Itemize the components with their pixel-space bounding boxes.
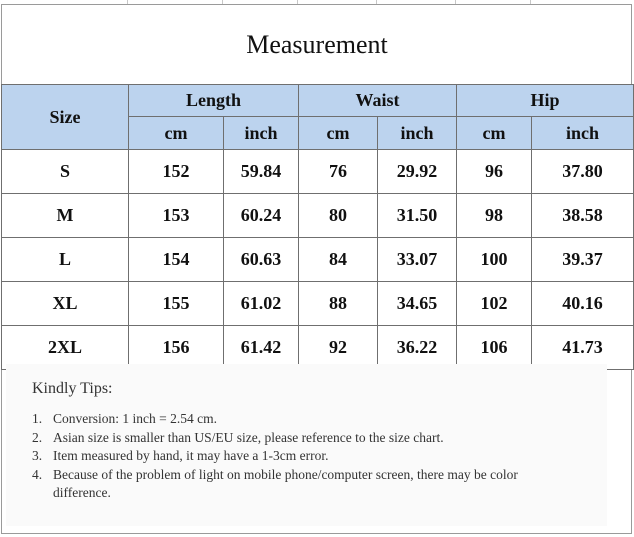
tip-item xyxy=(32,466,552,503)
tip-number: 3. xyxy=(32,448,43,463)
measure-cell: 84 xyxy=(299,238,378,282)
tip-number: 2. xyxy=(32,429,43,445)
measure-cell: 80 xyxy=(299,194,378,238)
measure-cell: 152 xyxy=(129,150,224,194)
tip-item xyxy=(32,429,552,448)
unit-header: cm xyxy=(129,117,224,150)
tips-heading: Kindly Tips: xyxy=(32,380,113,397)
measure-cell: 102 xyxy=(457,282,532,326)
table-row xyxy=(2,150,634,194)
tip-text: Asian size is smaller than US/EU size, please reference to the size chart. xyxy=(53,429,444,445)
size-header: Size xyxy=(2,85,129,150)
size-cell: L xyxy=(2,238,129,282)
table-row xyxy=(2,238,634,282)
measure-cell: 41.73 xyxy=(532,326,634,370)
measure-cell: 60.63 xyxy=(224,238,299,282)
table-row xyxy=(2,282,634,326)
measure-cell: 154 xyxy=(129,238,224,282)
measure-cell: 106 xyxy=(457,326,532,370)
tip-item xyxy=(32,410,552,429)
tip-number: 1. xyxy=(32,411,43,426)
table-row xyxy=(2,194,634,238)
measure-cell: 60.24 xyxy=(224,194,299,238)
size-table xyxy=(1,84,634,370)
measure-cell: 33.07 xyxy=(378,238,457,282)
measure-cell: 153 xyxy=(129,194,224,238)
unit-header: cm xyxy=(299,117,378,150)
measure-cell: 98 xyxy=(457,194,532,238)
size-cell: XL xyxy=(2,282,129,326)
measure-cell: 59.84 xyxy=(224,150,299,194)
measure-cell: 31.50 xyxy=(378,194,457,238)
length-header: Length xyxy=(129,85,299,117)
size-cell: 2XL xyxy=(2,326,129,370)
tip-text: Conversion: 1 inch = 2.54 cm. xyxy=(53,411,217,426)
measure-cell: 61.42 xyxy=(224,326,299,370)
waist-header: Waist xyxy=(299,85,457,117)
measure-cell: 40.16 xyxy=(532,282,634,326)
unit-header: inch xyxy=(532,117,634,150)
measure-cell: 37.80 xyxy=(532,150,634,194)
tip-text: Because of the problem of light on mobile phone/computer screen, there may be color difference. xyxy=(53,466,518,500)
tips-list xyxy=(32,410,552,503)
page-title: Measurement xyxy=(246,29,388,59)
measure-cell: 96 xyxy=(457,150,532,194)
measure-cell: 100 xyxy=(457,238,532,282)
tip-number: 4. xyxy=(32,466,43,482)
measure-cell: 76 xyxy=(299,150,378,194)
tip-item xyxy=(32,447,552,466)
tip-text: Item measured by hand, it may have a 1-3cm error. xyxy=(53,448,329,463)
unit-header: inch xyxy=(378,117,457,150)
unit-header: inch xyxy=(224,117,299,150)
measure-cell: 88 xyxy=(299,282,378,326)
size-cell: S xyxy=(2,150,129,194)
measure-cell: 61.02 xyxy=(224,282,299,326)
size-cell: M xyxy=(2,194,129,238)
measure-cell: 29.92 xyxy=(378,150,457,194)
measure-cell: 36.22 xyxy=(378,326,457,370)
measure-cell: 92 xyxy=(299,326,378,370)
measure-cell: 34.65 xyxy=(378,282,457,326)
measure-cell: 38.58 xyxy=(532,194,634,238)
table-row xyxy=(2,326,634,370)
hip-header: Hip xyxy=(457,85,634,117)
measure-cell: 39.37 xyxy=(532,238,634,282)
kindly-tips-panel xyxy=(6,364,607,526)
unit-header: cm xyxy=(457,117,532,150)
measure-cell: 156 xyxy=(129,326,224,370)
measure-cell: 155 xyxy=(129,282,224,326)
